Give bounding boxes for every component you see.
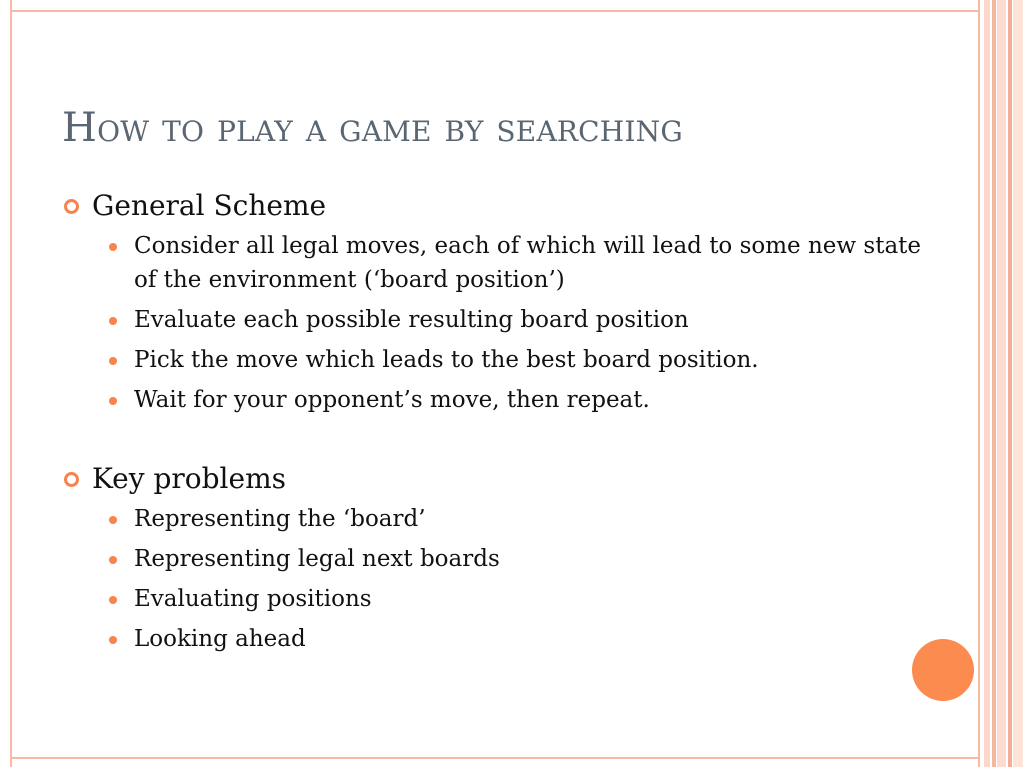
frame-top-line <box>10 10 980 12</box>
decorative-stripe <box>997 0 1006 767</box>
list-item <box>62 622 942 656</box>
section-heading-text: Key problems <box>92 462 286 495</box>
list-item-text: Evaluate each possible resulting board position <box>134 307 689 333</box>
list-item-text: Representing legal next boards <box>134 546 500 572</box>
frame-left-line <box>10 0 12 767</box>
list-item <box>62 542 942 576</box>
list-item-text: Consider all legal moves, each of which will lead to some new state of the environment (‘board position’) <box>134 233 922 293</box>
list-item-text: Representing the ‘board’ <box>134 506 426 532</box>
decorative-stripe <box>1013 0 1023 767</box>
section-heading <box>62 459 942 499</box>
dot-bullet-icon <box>109 596 117 604</box>
slide-content <box>62 186 942 662</box>
list-item <box>62 229 942 297</box>
ring-bullet-icon <box>64 472 79 487</box>
ring-bullet-icon <box>64 199 79 214</box>
decorative-stripe <box>992 0 996 767</box>
section-heading <box>62 186 942 226</box>
dot-bullet-icon <box>109 397 117 405</box>
bullet-list <box>62 502 942 656</box>
list-item-text: Wait for your opponent’s move, then repeat. <box>134 387 650 413</box>
decorative-stripe <box>1008 0 1012 767</box>
slide-title: How to play a game by searching <box>62 105 683 151</box>
list-item <box>62 582 942 616</box>
dot-bullet-icon <box>109 516 117 524</box>
dot-bullet-icon <box>109 556 117 564</box>
list-item <box>62 383 942 417</box>
dot-bullet-icon <box>109 317 117 325</box>
decorative-stripe <box>984 0 990 767</box>
section-heading-text: General Scheme <box>92 189 327 222</box>
dot-bullet-icon <box>109 357 117 365</box>
frame-bottom-line <box>10 757 980 759</box>
list-item <box>62 303 942 337</box>
frame-right-line <box>978 0 980 767</box>
list-item-text: Pick the move which leads to the best board position. <box>134 347 759 373</box>
list-item <box>62 502 942 536</box>
list-item-text: Looking ahead <box>134 626 306 652</box>
section-key-problems <box>62 459 942 656</box>
bullet-list <box>62 229 942 417</box>
dot-bullet-icon <box>109 243 117 251</box>
section-general-scheme <box>62 186 942 417</box>
list-item-text: Evaluating positions <box>134 586 372 612</box>
list-item <box>62 343 942 377</box>
dot-bullet-icon <box>109 636 117 644</box>
